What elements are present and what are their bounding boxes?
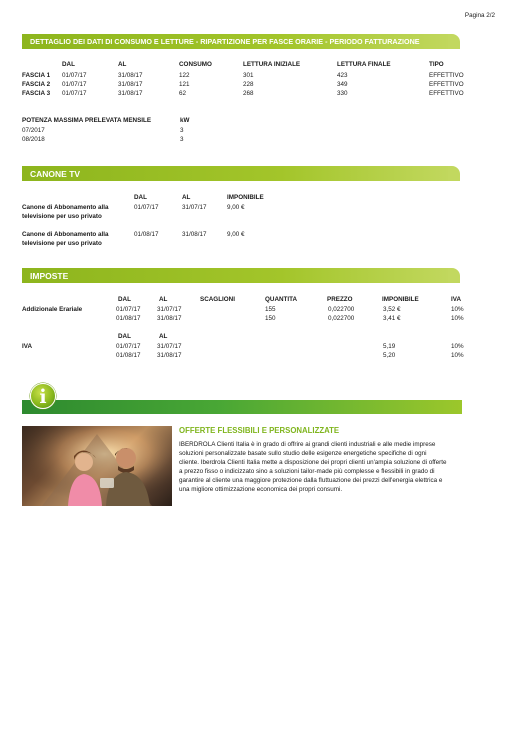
- iva-row-imponibile: 5,20: [383, 352, 396, 359]
- consumption-header-al: AL: [118, 61, 127, 68]
- taxes-header-imponibile: IMPONIBILE: [382, 296, 419, 303]
- tax-row-iva: 10%: [451, 315, 464, 322]
- row-lettura-finale: 330: [337, 90, 348, 97]
- taxes-header-quantita: QUANTITA: [265, 296, 298, 303]
- consumption-header-lettura-iniziale: LETTURA INIZIALE: [243, 61, 301, 68]
- tv-row-imponibile: 9,00 €: [227, 231, 245, 238]
- taxes-banner: [22, 268, 454, 283]
- tv-header-dal: DAL: [134, 194, 147, 201]
- power-month: 07/2017: [22, 127, 45, 134]
- family-photo-illustration: [22, 426, 172, 506]
- tax-row-imponibile: 3,41 €: [383, 315, 401, 322]
- row-dal: 01/07/17: [62, 81, 87, 88]
- taxes-header-iva: IVA: [451, 296, 462, 303]
- taxes-header-prezzo: PREZZO: [327, 296, 353, 303]
- tv-row-dal: 01/07/17: [134, 204, 159, 211]
- row-tipo: EFFETTIVO: [429, 90, 464, 97]
- row-al: 31/08/17: [118, 90, 143, 97]
- consumption-header-lettura-finale: LETTURA FINALE: [337, 61, 391, 68]
- tv-header-al: AL: [182, 194, 191, 201]
- consumption-title: DETTAGLIO DEI DATI DI CONSUMO E LETTURE - RIPARTIZIONE PER FASCE ORARIE - PERIODO FATTURAZIONE: [30, 36, 420, 46]
- iva-row-dal: 01/08/17: [116, 352, 141, 359]
- tax-row-imponibile: 3,52 €: [383, 306, 401, 313]
- tv-row-label-line1: Canone di Abbonamento alla: [22, 231, 109, 238]
- tv-row-al: 31/07/17: [182, 204, 207, 211]
- iva-header-al: AL: [159, 333, 168, 340]
- row-dal: 01/07/17: [62, 72, 87, 79]
- row-al: 31/08/17: [118, 72, 143, 79]
- info-bar: [22, 400, 462, 414]
- row-lettura-iniziale: 268: [243, 90, 254, 97]
- row-lettura-iniziale: 301: [243, 72, 254, 79]
- row-al: 31/08/17: [118, 81, 143, 88]
- offer-body: IBERDROLA Clienti Italia è in grado di offrire ai grandi clienti industriali e alle medie imprese soluzioni personalizzate basate sullo studio delle esigenze energetiche specifiche di ogni cliente. Iberdrola Clienti Italia mette a disposizione dei propri clienti un'ampia soluzione di offerte a prezzo fisso o indicizzato sino a soluzioni tailor-made più complesse e flessibili in grado di garantire al cliente una maggiore protezione dalla fluttuazione dei prezzi dell'energia elettrica e una migliore ottimizzazione economica dei propri consumi.: [179, 441, 447, 493]
- taxes-title: IMPOSTE: [30, 270, 69, 281]
- row-dal: 01/07/17: [62, 90, 87, 97]
- tax-row-prezzo: 0,022700: [328, 315, 355, 322]
- tax-row-al: 31/08/17: [157, 315, 182, 322]
- consumption-header-dal: DAL: [62, 61, 75, 68]
- page-number: Pagina 2/2: [464, 12, 495, 19]
- row-tipo: EFFETTIVO: [429, 72, 464, 79]
- tv-banner: [22, 166, 454, 181]
- tv-title: CANONE TV: [30, 168, 81, 179]
- row-lettura-finale: 423: [337, 72, 348, 79]
- offer-title: OFFERTE FLESSIBILI E PERSONALIZZATE: [179, 426, 340, 435]
- consumption-header-consumo: CONSUMO: [179, 61, 212, 68]
- taxes-header-scaglioni: SCAGLIONI: [200, 296, 235, 303]
- power-month: 08/2018: [22, 136, 45, 143]
- consumption-banner: [22, 34, 454, 49]
- tax-row-iva: 10%: [451, 306, 464, 313]
- tv-row-dal: 01/08/17: [134, 231, 159, 238]
- addizionale-label: Addizionale Erariale: [22, 306, 83, 313]
- tax-row-prezzo: 0,022700: [328, 306, 355, 313]
- taxes-header-al: AL: [159, 296, 168, 303]
- tax-row-dal: 01/08/17: [116, 315, 141, 322]
- power-value: 3: [180, 127, 184, 134]
- tv-row-label-line1: Canone di Abbonamento alla: [22, 204, 109, 211]
- iva-row-al: 31/08/17: [157, 352, 182, 359]
- row-lettura-finale: 349: [337, 81, 348, 88]
- tv-header-imponibile: IMPONIBILE: [227, 194, 264, 201]
- iva-row-al: 31/07/17: [157, 343, 182, 350]
- row-tipo: EFFETTIVO: [429, 81, 464, 88]
- power-unit: kW: [180, 117, 190, 124]
- row-label: FASCIA 2: [22, 81, 51, 88]
- iva-row-dal: 01/07/17: [116, 343, 141, 350]
- iva-row-iva: 10%: [451, 352, 464, 359]
- info-icon-letter: i: [39, 386, 47, 408]
- iva-row-iva: 10%: [451, 343, 464, 350]
- row-label: FASCIA 1: [22, 72, 51, 79]
- iva-label: IVA: [22, 343, 33, 350]
- tv-row-imponibile: 9,00 €: [227, 204, 245, 211]
- tax-row-quantita: 150: [265, 315, 276, 322]
- row-consumo: 121: [179, 81, 190, 88]
- row-lettura-iniziale: 228: [243, 81, 254, 88]
- iva-row-imponibile: 5,19: [383, 343, 396, 350]
- family-photo: [22, 426, 172, 506]
- tax-row-al: 31/07/17: [157, 306, 182, 313]
- consumption-header-tipo: TIPO: [429, 61, 444, 68]
- row-consumo: 122: [179, 72, 190, 79]
- tax-row-quantita: 155: [265, 306, 276, 313]
- tv-row-label-line2: televisione per uso privato: [22, 240, 102, 247]
- row-label: FASCIA 3: [22, 90, 51, 97]
- power-value: 3: [180, 136, 184, 143]
- row-consumo: 62: [179, 90, 187, 97]
- tv-row-label-line2: televisione per uso privato: [22, 213, 102, 220]
- power-header: POTENZA MASSIMA PRELEVATA MENSILE: [22, 117, 152, 124]
- iva-header-dal: DAL: [118, 333, 131, 340]
- tv-row-al: 31/08/17: [182, 231, 207, 238]
- info-icon: [30, 383, 56, 409]
- taxes-header-dal: DAL: [118, 296, 131, 303]
- tax-row-dal: 01/07/17: [116, 306, 141, 313]
